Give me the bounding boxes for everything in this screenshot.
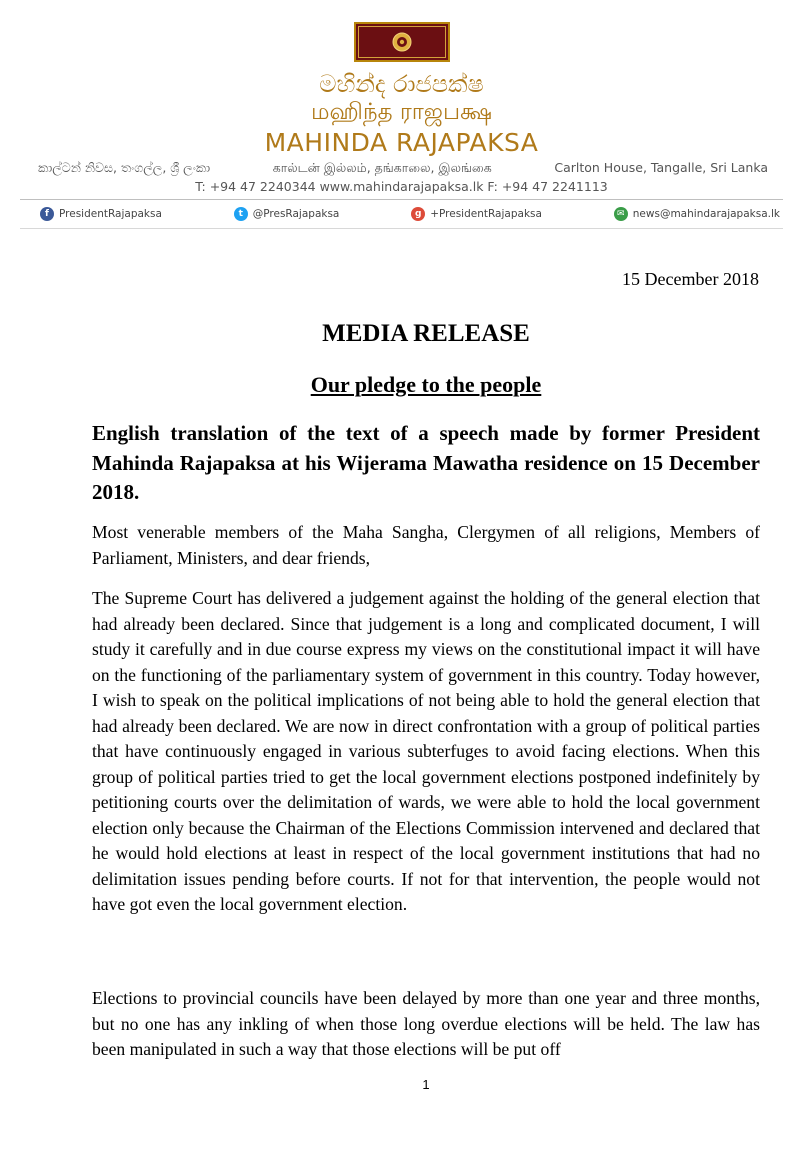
page-title: MEDIA RELEASE — [322, 320, 530, 347]
address-english: Carlton House, Tangalle, Sri Lanka — [554, 160, 768, 175]
google-plus-icon: g — [411, 207, 425, 221]
body-paragraph: The Supreme Court has delivered a judgement against the holding of the general election that had already been declared. Since that judgement is a long and complicated document, I will study it carefully and in due course express my views on the constitutional impact it will have on the functioning of the parliamentary system of government in this country. Today however, I wish to speak on the political implications of not being able to hold the general election that had already been declared. We are now in direct confrontation with a group of political parties that have continuously engaged in various subterfuges to avoid facing elections. When this group of political parties tried to get the local government elections postponed indefinitely by petitioning courts over the delimitation of wards, we were able to hold the local government election only because the Chairman of the Elections Commission intervened and declared that he would hold elections at least in respect of the local government institutions that had no delimitation issues pending before courts. If not for that intervention, the people would not have got even the local government election. — [92, 588, 760, 914]
social-facebook[interactable] — [40, 207, 162, 221]
name-tamil: மஹிந்த ராஜபக்ஷ — [310, 99, 493, 125]
body-paragraph: Elections to provincial councils have been delayed by more than one year and three months, but no one has any inkling of when those long overdue elections will be held. The law has been manipulated in such a way that those elections will be put off — [92, 988, 760, 1059]
divider — [20, 199, 783, 200]
release-date: 15 December 2018 — [622, 269, 759, 289]
body-paragraph: Most venerable members of the Maha Sangha, Clergymen of all religions, Members of Parliament, Ministers, and dear friends, — [92, 522, 760, 568]
name-english: MAHINDA RAJAPAKSA — [264, 128, 539, 157]
page-subtitle: Our pledge to the people — [310, 372, 542, 397]
social-label: news@mahindarajapaksa.lk — [632, 208, 780, 220]
page-number: 1 — [422, 1077, 430, 1092]
divider — [20, 228, 783, 229]
dharma-wheel-icon — [392, 32, 412, 52]
facebook-icon: f — [40, 207, 54, 221]
social-twitter[interactable] — [234, 207, 340, 221]
emblem-logo — [354, 22, 450, 62]
name-sinhala: මහින්ද රාජපක්ෂ — [319, 70, 484, 98]
email-icon: ✉ — [614, 207, 628, 221]
social-email[interactable] — [614, 207, 780, 221]
social-label: +PresidentRajapaksa — [430, 208, 542, 220]
address-sinhala: කාල්ටන් නිවස, තංගල්ල, ශ්‍රී ලංකා — [38, 160, 211, 175]
address-tamil: கால்டன் இல்லம், தங்காலை, இலங்கை — [272, 160, 492, 175]
letterhead — [0, 0, 803, 240]
contact-line: T: +94 47 2240344 www.mahindarajapaksa.lk F: +94 47 2241113 — [195, 179, 608, 194]
social-label: @PresRajapaksa — [252, 208, 340, 220]
social-google-plus[interactable] — [411, 207, 542, 221]
social-label: PresidentRajapaksa — [59, 208, 162, 220]
lead-paragraph: English translation of the text of a speech made by former President Mahinda Rajapaksa at his Wijerama Mawatha residence on 15 December 2018. — [92, 421, 760, 504]
address-line — [38, 160, 768, 177]
twitter-icon: t — [234, 207, 248, 221]
social-links — [40, 207, 780, 221]
